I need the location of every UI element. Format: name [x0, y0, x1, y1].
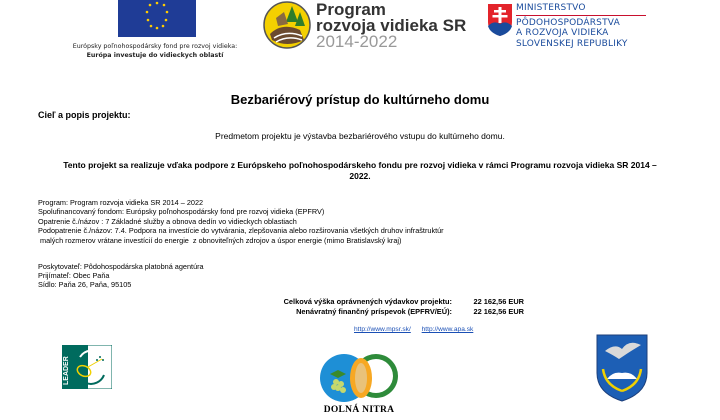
info-program: Program: Program rozvoja vidieka SR 2014 – 2022: [38, 198, 204, 207]
slovak-coat-of-arms-icon: [486, 2, 514, 38]
recipient: Prijímateľ: Obec Paňa: [38, 271, 110, 281]
eu-caption-line1: Európsky poľnohospodársky fond pre rozvoj vidieka:: [72, 43, 238, 50]
amounts-block: [260, 297, 524, 316]
prv-title: [316, 2, 466, 50]
prv-line1: Program: [316, 0, 386, 19]
pana-coat-of-arms-icon: [595, 333, 649, 403]
goal-label: Cieľ a popis projektu:: [38, 110, 131, 120]
grant-amount-label: Nenávratný finančný príspevok (EPFRV/EÚ):: [296, 306, 452, 316]
prv-years: 2014-2022: [316, 32, 398, 51]
ministry-divider: [516, 15, 646, 16]
links: [354, 326, 482, 333]
eu-caption-line2: Európa investuje do vidieckych oblastí: [86, 52, 224, 59]
provider-block: [38, 262, 204, 290]
page-title: Bezbariérový prístup do kultúrneho domu: [230, 92, 490, 107]
total-amount-label: Celková výška oprávnených výdavkov projektu:: [283, 297, 452, 306]
grant-amount-row: [260, 307, 524, 317]
eu-flag-icon: [118, 0, 196, 37]
ministry-line4: SLOVENSKEJ REPUBLIKY: [516, 38, 628, 49]
prv-line2: rozvoja vidieka SR: [316, 16, 467, 35]
total-amount-value: 22 162,56 EUR: [473, 297, 524, 306]
prv-logo-icon: [262, 0, 312, 50]
grant-amount-value: 22 162,56 EUR: [473, 306, 524, 316]
dolna-nitra-text: DOLNÁ NITRA: [323, 405, 395, 415]
leader-logo-icon: [62, 345, 112, 389]
info-submeasure-1: Podopatrenie č./názov: 7.4. Podpora na investície do vytvárania, zlepšovania alebo rozširovania všetkých druhov infraštruktúr: [38, 226, 444, 236]
seat: Sídlo: Paňa 26, Paňa, 95105: [38, 280, 132, 290]
ministry-line1: MINISTERSTVO: [516, 3, 586, 13]
ministry-line3: A ROZVOJA VIDIEKA: [516, 28, 609, 38]
project-info: [38, 198, 444, 245]
info-measure: Opatrenie č./názov : 7 Základné služby a obnova dedín vo vidieckych oblastiach: [38, 216, 297, 226]
link-mpsr[interactable]: http://www.mpsr.sk/: [354, 326, 411, 333]
link-apa[interactable]: http://www.apa.sk: [421, 326, 474, 333]
leader-text: LEADER: [63, 356, 70, 385]
ministry-name: [516, 3, 646, 49]
total-amount-row: [260, 297, 524, 307]
project-description: Predmetom projektu je výstavba bezbariérového vstupu do kultúrneho domu.: [215, 131, 505, 141]
info-submeasure-2: malých rozmerov vrátane investícií do energie z obnoviteľných zdrojov a úspor energie (mimo Bratislavský kraj): [38, 235, 402, 245]
info-fund: Spolufinancovaný fondom: Európsky poľnohospodársky fond pre rozvoj vidieka (EPFRV): [38, 207, 325, 217]
provider: Poskytovateľ: Pôdohospodárska platobná agentúra: [38, 262, 204, 271]
eu-caption: [40, 42, 270, 60]
ministry-line2: PÔDOHOSPODÁRSTVA: [516, 17, 620, 28]
support-statement: Tento projekt sa realizuje vďaka podpore z Európskeho poľnohospodárskeho fondu pre rozvoj vidieka v rámci Programu rozvoja vidieka SR 2014 – 2022.: [63, 160, 657, 181]
